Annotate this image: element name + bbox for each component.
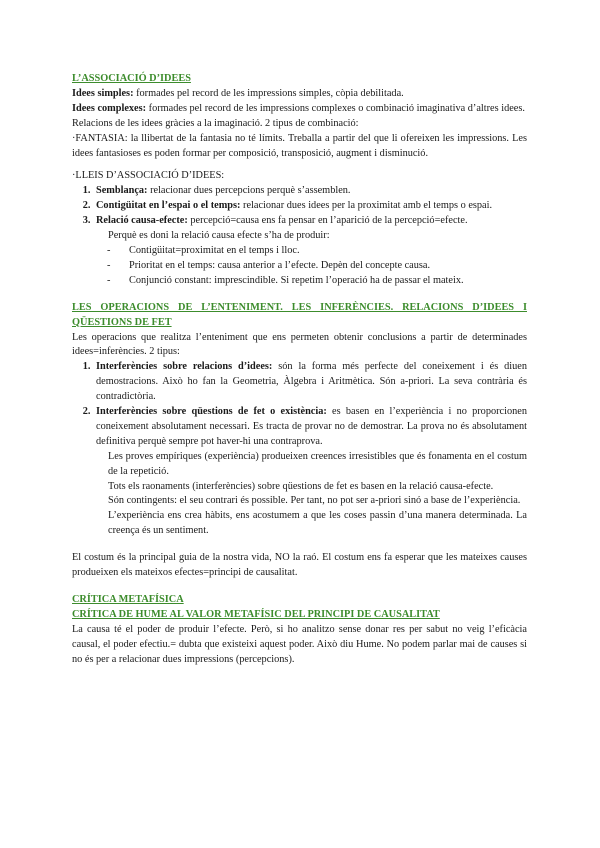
paragraph-idees-simples — [72, 87, 527, 102]
term-text: formades pel record de les impressions complexes o combinació imaginativa d’altres idees. — [146, 102, 525, 114]
list-item: - Contigüitat=proximitat en el temps i lloc. — [129, 244, 527, 259]
paragraph-perque: Perquè es doni la relació causa efecte s’ha de produir: — [108, 230, 330, 242]
conditions-list — [72, 244, 527, 289]
item-text: es basen en l’experiència i no proporcionen coneixement absolutament necessari. Es tracta de provar no de demostrar. La prova no és absolutament definitiva perquè sempre pot haver-hi una contraprova. — [96, 406, 528, 447]
item-text: percepció=causa ens fa pensar en l’aparició de la percepció=efecte. — [187, 215, 468, 227]
list-item: - Conjunció constant: imprescindible. Si repetim l’operació ha de passar el mateix. — [129, 274, 527, 289]
section-heading-critica: CRÍTICA METAFÍSICA — [72, 594, 184, 605]
paragraph-relacions: Relacions de les idees gràcies a la imaginació. 2 tipus de combinació: — [72, 117, 359, 129]
item-text: relacionar dues percepcions perquè s’assemblen. — [147, 185, 351, 197]
document-content — [72, 72, 527, 668]
section-heading-operacions: LES OPERACIONS DE L’ENTENIMENT. LES INFERÈNCIES. RELACIONS D’IDEES I QÜESTIONS DE FET — [72, 301, 527, 328]
item-label: Semblança: — [96, 185, 148, 197]
paragraph-idees-complexes — [72, 102, 527, 117]
item-label: Relació causa-efecte: — [96, 215, 188, 227]
item-label: Contigüitat en l’espai o el temps: — [96, 200, 241, 212]
paragraph-lleis: ·LLEIS D’ASSOCIACIÓ D’IDEES: — [72, 170, 225, 182]
item-text: són la forma més perfecte del coneixement i és diuen demostracions. Això ho fan la Geometria, Àlgebra i Aritmètica. Són a-priori. La seva contrària és contradictòria. — [96, 361, 527, 403]
term-text: formades pel record de les impressions simples, còpia debilitada. — [133, 87, 404, 99]
list-item — [93, 184, 527, 199]
paragraph-costum: El costum és la principal guia de la nostra vida, NO la raó. El costum ens fa esperar que les mateixes causes produeixen els mateixos efectes=principi de causalitat. — [72, 552, 527, 579]
paragraph-fantasia: ·FANTASIA: la llibertat de la fantasia no té límits. Treballa a partir del que li ofereixen les impressions. Les idees fantasioses es poden formar per composició, transposició, augment i disminució. — [72, 132, 527, 159]
item-label: Interferències sobre relacions d’idees: — [96, 361, 273, 373]
list-item — [93, 214, 527, 229]
paragraph-raonaments: Tots els raonaments (interferències) sobre qüestions de fet es basen en la relació causa-efecte. — [108, 480, 494, 492]
paragraph-contingents: Són contingents: el seu contrari és possible. Per tant, no pot ser a-priori sinó a base de l’experiència. — [108, 495, 521, 507]
section-heading-associacio: L’ASSOCIACIÓ D’IDEES — [72, 73, 191, 84]
list-item — [93, 405, 527, 450]
paragraph-intro: Les operacions que realitza l’enteniment que ens permeten obtenir conclusions a partir de determinades idees=inferències. 2 tipus: — [72, 331, 527, 358]
list-item — [93, 199, 527, 214]
list-item — [93, 360, 527, 405]
item-text: relacionar dues idees per la proximitat amb el temps o espai. — [240, 200, 493, 212]
item-label: Interferències sobre qüestions de fet o existència: — [96, 406, 327, 418]
paragraph-causa: La causa té el poder de produir l’efecte. Però, si ho analitzo sense donar res per sabut no veig l’eficàcia causal, el poder efectiu.= dubta que existeixi aquest poder. Això diu Hume. No podem parlar mai de causes si no és per a relacionar dues impressions (percepcions). — [72, 623, 527, 665]
term-label: Idees complexes: — [72, 102, 147, 114]
list-item: - Prioritat en el temps: causa anterior a l’efecte. Depèn del concepte causa. — [129, 259, 527, 274]
paragraph-experiencia: L’experiència ens crea hàbits, ens acostumem a que les coses passin d’una manera determinada. La creença és un sentiment. — [108, 510, 527, 537]
term-label: Idees simples: — [72, 87, 134, 99]
lleis-list — [72, 184, 527, 229]
paragraph-proves: Les proves empíriques (experiència) produeixen creences irresistibles que és fonamenta en el costum de la repetició. — [108, 450, 527, 477]
inferencies-list — [72, 360, 527, 449]
section-subheading-hume: CRÍTICA DE HUME AL VALOR METAFÍSIC DEL PRINCIPI DE CAUSALITAT — [72, 608, 440, 620]
